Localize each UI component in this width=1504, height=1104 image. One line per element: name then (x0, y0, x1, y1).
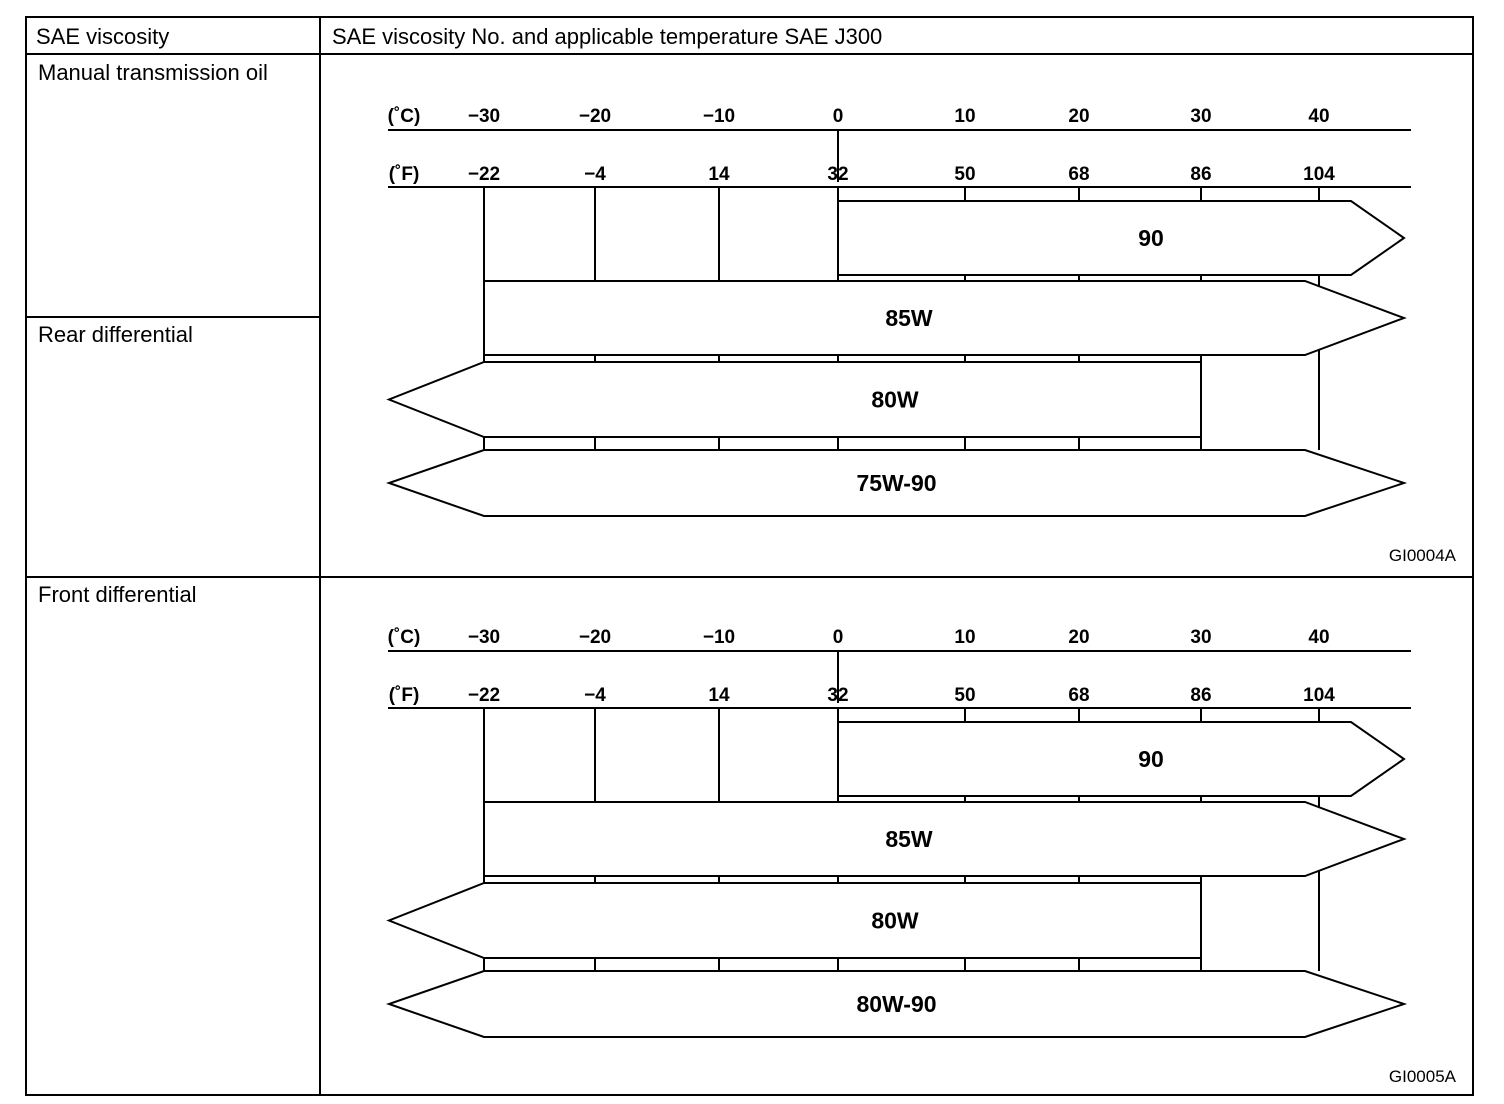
celsius-tick-label: −30 (467, 627, 501, 648)
fahrenheit-tick-label: 68 (1068, 685, 1090, 706)
viscosity-chart-2 (388, 627, 1457, 1086)
band-label: 85W (885, 826, 933, 852)
celsius-tick-label: −10 (702, 627, 736, 648)
fahrenheit-tick-label: −22 (467, 685, 501, 706)
row-label-manual-transmission: Manual transmission oil (38, 60, 268, 85)
celsius-tick-label: 10 (954, 627, 976, 648)
band-label: 80W-90 (856, 991, 937, 1017)
band-label: 85W (885, 305, 933, 331)
fahrenheit-tick-label: 14 (708, 164, 730, 185)
celsius-tick-label: 0 (832, 106, 844, 127)
figure-code: GI0004A (1388, 546, 1456, 565)
celsius-tick-label: −20 (578, 106, 612, 127)
celsius-tick-label: 40 (1308, 106, 1330, 127)
viscosity-band (838, 201, 1404, 275)
fahrenheit-tick-label: 104 (1303, 164, 1335, 185)
celsius-tick-label: −20 (578, 627, 612, 648)
header-sae-viscosity: SAE viscosity (36, 24, 170, 49)
viscosity-band (389, 362, 1201, 437)
fahrenheit-tick-label: 32 (827, 685, 849, 706)
figure-code: GI0005A (1388, 1067, 1456, 1086)
fahrenheit-tick-label: 32 (827, 164, 849, 185)
fahrenheit-tick-label: 50 (954, 685, 976, 706)
band-label: 90 (1138, 746, 1164, 772)
band-label: 90 (1138, 225, 1164, 251)
celsius-tick-label: 10 (954, 106, 976, 127)
viscosity-chart-1 (388, 106, 1457, 565)
fahrenheit-tick-label: 86 (1190, 685, 1212, 706)
celsius-tick-label: −30 (467, 106, 501, 127)
viscosity-band (389, 883, 1201, 958)
fahrenheit-unit-label: (˚F) (388, 164, 420, 185)
fahrenheit-unit-label: (˚F) (388, 685, 420, 706)
row-label-front-differential: Front differential (38, 582, 197, 607)
celsius-tick-label: 40 (1308, 627, 1330, 648)
viscosity-band (484, 281, 1404, 355)
band-label: 80W (871, 907, 919, 934)
celsius-tick-label: 0 (832, 627, 844, 648)
celsius-tick-label: 30 (1190, 106, 1212, 127)
viscosity-band (838, 722, 1404, 796)
fahrenheit-tick-label: 50 (954, 164, 976, 185)
celsius-unit-label: (˚C) (387, 106, 421, 127)
fahrenheit-tick-label: 68 (1068, 164, 1090, 185)
fahrenheit-tick-label: −4 (584, 164, 606, 185)
celsius-tick-label: 20 (1068, 106, 1090, 127)
celsius-tick-label: −10 (702, 106, 736, 127)
fahrenheit-tick-label: 14 (708, 685, 730, 706)
band-label: 75W-90 (856, 470, 937, 496)
viscosity-band (484, 802, 1404, 876)
header-temperature-range: SAE viscosity No. and applicable temperature SAE J300 (332, 24, 883, 49)
fahrenheit-tick-label: 104 (1303, 685, 1335, 706)
celsius-unit-label: (˚C) (387, 627, 421, 648)
fahrenheit-tick-label: −4 (584, 685, 606, 706)
band-label: 80W (871, 386, 919, 413)
fahrenheit-tick-label: 86 (1190, 164, 1212, 185)
fahrenheit-tick-label: −22 (467, 164, 501, 185)
celsius-tick-label: 30 (1190, 627, 1212, 648)
row-label-rear-differential: Rear differential (38, 322, 193, 347)
celsius-tick-label: 20 (1068, 627, 1090, 648)
